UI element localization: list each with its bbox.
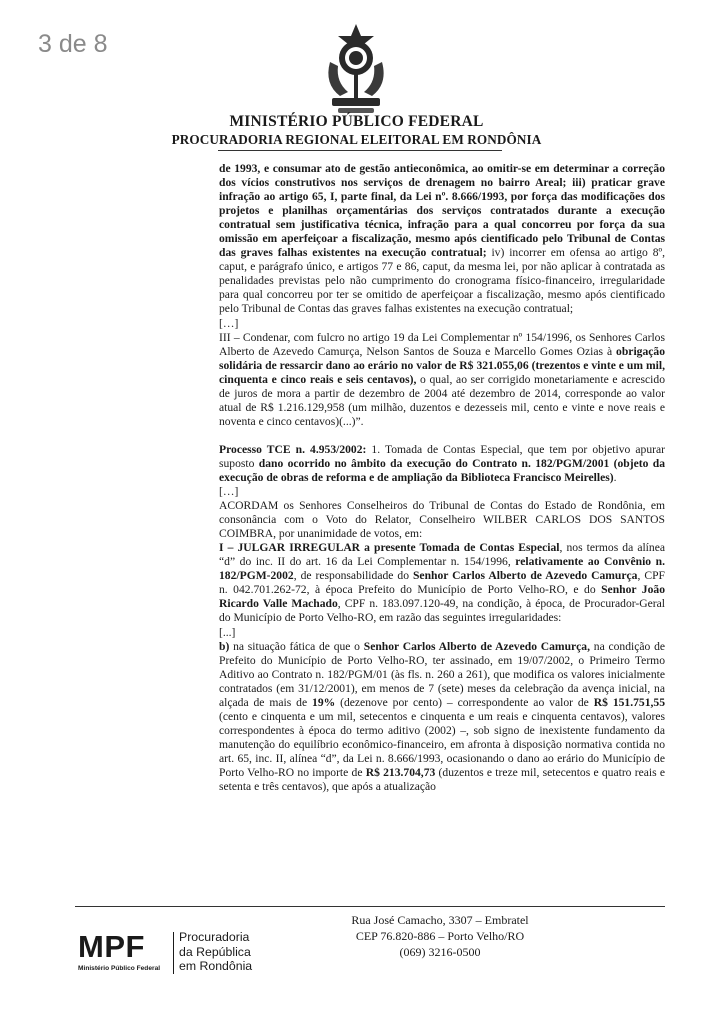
address-line: CEP 76.820-886 – Porto Velho/RO (355, 929, 525, 943)
header-title: MINISTÉRIO PÚBLICO FEDERAL (229, 113, 484, 130)
bold-text-run: 19% (312, 695, 336, 709)
text-run: , CPF n. 183.097.120-49, na condição, à época, de Procurador-Geral do Município de Porto Velho-RO, em razão das seguintes irregularidades: (219, 597, 665, 625)
text-run: (dezenove por cento) – correspondente ao valor de (335, 695, 594, 709)
text-run: iv) incorrer em ofensa ao artigo 8º, caput, e parágrafo único, e artigos 77 e 86, caput, da mesma lei, por não aplicar à contratada as penalidades previstas pelo não cumprimento do cronograma físico-financeiro, irregularidade para qual concorreu por ter se omitido de aperfeiçoar a fiscalização, mesmo após cientificado pelo Tribunal de Contas das graves falhas existentes na execução contratual; (219, 246, 665, 316)
bold-text-run: Senhor Carlos Alberto de Azevedo Camurça, (363, 639, 591, 653)
document-body (219, 162, 665, 794)
bold-text-run: obrigação solidária de ressarcir dano ao erário no valor de R$ 321.055,06 (trezentos e vinte e um mil, cinquenta e cinco reais e seis centavos), (219, 344, 665, 386)
footer-address (320, 912, 560, 960)
text-run: (cento e cinquenta e um mil, setecentos e cinquenta e um reais e cinquenta centavos), valores correspondentes à época do termo aditivo (2002) –, sob signo de inexistente fundamento da manutenção do equilíbrio econômico-financeiro, em afronta à disposição normativa contida no art. 65, inc. II, alínea “d”, da Lei n. 8.666/1993, ocasionando o dano ao erário do Município de Porto Velho-RO no importe de (219, 709, 665, 779)
text-run: (duzentos e treze mil, setecentos e quatro reais e setenta e três centavos), que após a atualização (219, 765, 665, 794)
mpf-logo-small-text: Ministério Público Federal (78, 965, 161, 972)
paragraph (219, 317, 665, 331)
bold-text-run: Processo TCE n. 4.953/2002: (219, 442, 367, 456)
bold-text-run: relativamente ao Convênio n. 182/PGM-2002 (219, 555, 666, 583)
paragraph (219, 640, 665, 795)
header-subtitle: PROCURADORIA REGIONAL ELEITORAL EM RONDÔNIA (171, 132, 542, 147)
bold-text-run: Senhor Carlos Alberto de Azevedo Camurça (412, 569, 638, 583)
mpf-logo-name (179, 930, 252, 974)
text-run: na situação fática de que o (229, 639, 364, 653)
text-run: , CPF n. 042.701.262-72, à época Prefeito do Município de Porto Velho-RO, e do (219, 569, 665, 597)
text-run: 1. Tomada de Contas Especial, que tem por objetivo apurar suposto (219, 442, 665, 470)
header-divider (218, 150, 502, 151)
paragraph (219, 485, 665, 499)
text-run: , de responsabilidade do (293, 569, 413, 583)
mpf-logo-name-line: em Rondônia (179, 959, 253, 973)
page-counter: 3 de 8 (38, 30, 108, 58)
text-run: o qual, ao ser corrigido monetariamente e acrescido de juros de mora a partir de dezembro de 2004 até dezembro de 2014, corresponde ao valor atual de R$ 1.216.129,958 (um milhão, duzentos e dezesseis mil, cento e vinte e nove reais e noventa e cinco centavos)(...)”. (219, 372, 665, 428)
text-run: . (613, 470, 617, 484)
address-line: Rua José Camacho, 3307 – Embratel (351, 913, 529, 927)
paragraph (219, 626, 665, 640)
bold-text-run: R$ 213.704,73 (365, 765, 436, 779)
paragraph (219, 162, 665, 317)
mpf-logo-letters: MPF (78, 929, 145, 964)
mpf-logo-divider (173, 932, 174, 974)
bold-text-run: I – JULGAR IRREGULAR a presente Tomada de Contas Especial (219, 541, 560, 555)
paragraph (219, 331, 665, 429)
mpf-logo-name-line: da República (179, 944, 251, 959)
text-run: III – Condenar, com fulcro no artigo 19 da Lei Complementar nº 154/1996, os Senhores Carlos Alberto de Azevedo Camurça, Nelson Santos de Souza e Marcello Gomes Ozias à (219, 330, 665, 358)
address-line: (069) 3216-0500 (399, 945, 481, 959)
text-run: na condição de Prefeito do Município de Porto Velho-RO, ter assinado, em 19/07/2002, o Primeiro Termo Aditivo ao Contrato n. 182/PGM/01 (às fls. n. 260 a 261), que modifica os valores inicialmente contratados (em 31/12/2001), em menos de 7 (sete) meses da celebração da avença inicial, na alçada de mais de (219, 639, 666, 709)
bold-text-run: b) (219, 639, 230, 653)
text-run: , nos termos da alínea “d” do inc. II do art. 16 da Lei Complementar n. 154/1996, (219, 541, 665, 569)
text-run: [...] (219, 625, 236, 639)
text-run: […] (219, 316, 239, 330)
mpf-logo-name-line: Procuradoria (179, 930, 250, 944)
paragraph-gap (219, 429, 665, 443)
bold-text-run: dano ocorrido no âmbito da execução do Contrato n. 182/PGM/2001 (objeto da execução de obras de reforma e de ampliação da Biblioteca Francisco Meirelles) (219, 456, 665, 484)
bold-text-run: de 1993, e consumar ato de gestão antieconômica, ao omitir-se em determinar a correção dos vícios construtivos nos serviços de drenagem no bairro Areal; iii) praticar grave infração ao artigo 65, I, parte final, da Lei nº. 8.666/1993, por força das modificações dos projetos e planilhas orçamentárias dos serviços contratados durante a execução contratual sem justificativa técnica, infração para a qual concorreu por força da sua omissão em aperfeiçoar a fiscalização, mesmo após cientificado pelo Tribunal de Contas das graves falhas existentes na execução contratual; (219, 162, 665, 260)
footer-divider (75, 906, 665, 907)
bold-text-run: Senhor João Ricardo Valle Machado (219, 583, 665, 611)
text-run: […] (219, 485, 239, 499)
brazil-coat-of-arms-icon (318, 22, 394, 116)
mpf-logo (78, 930, 258, 976)
text-run: ACORDAM os Senhores Conselheiros do Tribunal de Contas do Estado de Rondônia, em consonância com o Voto do Relator, Conselheiro WILBER CARLOS DOS SANTOS COIMBRA, por unanimidade de votos, em: (219, 499, 665, 541)
paragraph (219, 541, 665, 625)
paragraph (219, 499, 665, 541)
paragraph (219, 443, 665, 485)
bold-text-run: R$ 151.751,55 (593, 695, 665, 709)
